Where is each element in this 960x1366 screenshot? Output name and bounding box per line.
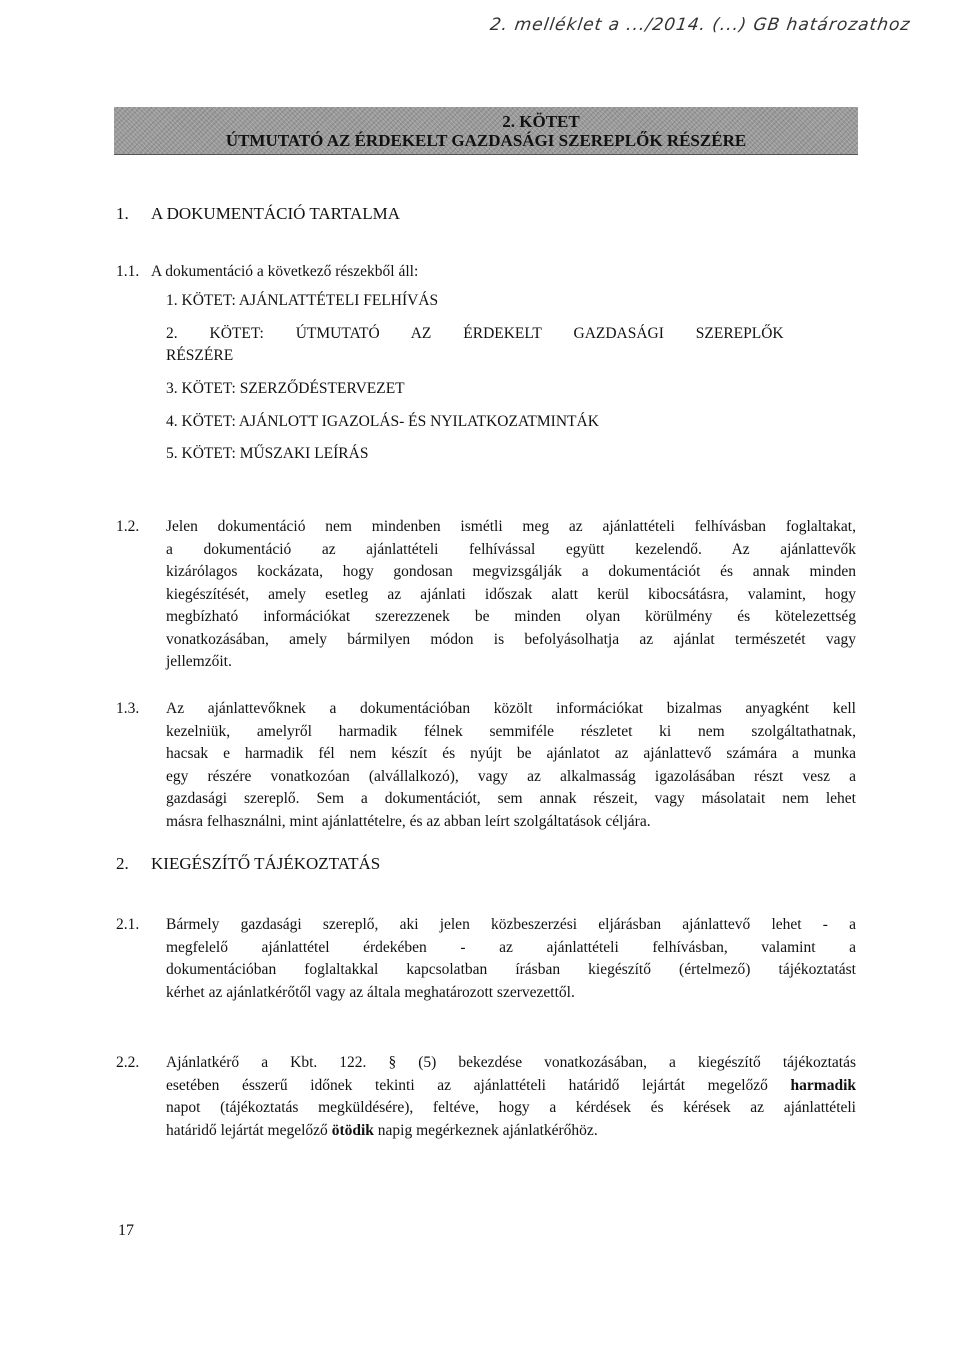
s2-1-paragraph — [166, 914, 856, 1004]
section-1-title: A DOKUMENTÁCIÓ TARTALMA — [151, 204, 401, 223]
s1-2-line: Jelen dokumentáció nem mindenben ismétli meg az ajánlattételi felhívásban foglaltakat, — [166, 518, 856, 535]
s1-3-line: hacsak e harmadik fél nem készít és nyújt be ajánlatot az ajánlattevő számára a munka — [166, 745, 856, 762]
s2-2-number: 2.2. — [116, 1054, 140, 1071]
s2-1-line: dokumentációban foglaltakkal kapcsolatban írásban kiegészítő (értelmező) tájékoztatást — [166, 961, 856, 978]
volume-banner — [114, 107, 858, 155]
banner-line-1: 2. KÖTET — [502, 112, 580, 131]
page-number: 17 — [118, 1222, 134, 1239]
banner-line-2: ÚTMUTATÓ AZ ÉRDEKELT GAZDASÁGI SZEREPLŐK RÉSZÉRE — [225, 131, 747, 150]
s2-2-line4-end: napig megérkeznek ajánlatkérőhöz. — [377, 1121, 598, 1139]
s1-3-line: Az ajánlattevőknek a dokumentációban közölt információkat bizalmas anyagként kell — [166, 700, 856, 717]
toc-item-4: 4. KÖTET: AJÁNLOTT IGAZOLÁS- ÉS NYILATKOZATMINTÁK — [166, 413, 599, 430]
s2-1-line: kérhet az ajánlatkérőtől vagy az általa meghatározott szervezettől. — [166, 983, 575, 1001]
s1-2-line: a dokumentáció az ajánlattételi felhívással együtt kezelendő. Az ajánlattevők — [166, 540, 856, 558]
s1-2-paragraph — [166, 516, 856, 674]
s1-3-line: kezelniük, amelyről harmadik félnek semmiféle részletet ki nem szolgáltathatnak, — [166, 722, 856, 740]
s1-2-line: vonatkozásában, amely bármilyen módon is befolyásolhatja az ajánlat természetét vagy — [166, 630, 856, 648]
handwritten-annotation: 2. melléklet a .../2014. (...) GB határozathoz — [488, 15, 912, 35]
emphasis-harmadik: harmadik — [790, 1076, 856, 1094]
s1-3-line: egy részére vonatkozóan (alvállalkozó), vagy az alkalmasság igazolásában részt vesz a — [166, 767, 856, 785]
s2-2-line — [166, 1075, 856, 1098]
s1-2-number: 1.2. — [116, 518, 140, 535]
s1-3-line: másra felhasználni, mint ajánlattételre, és az abban leírt szolgáltatások céljára. — [166, 812, 651, 830]
s1-1-text: A dokumentáció a következő részekből áll: — [151, 263, 419, 280]
section-2-number: 2. — [116, 854, 129, 873]
emphasis-otodik: ötödik — [331, 1121, 374, 1139]
section-2-title: KIEGÉSZÍTŐ TÁJÉKOZTATÁS — [151, 854, 381, 873]
s2-2-line4-text: határidő lejártát megelőző — [166, 1121, 328, 1139]
s1-3-number: 1.3. — [116, 700, 140, 717]
s2-1-line: Bármely gazdasági szereplő, aki jelen közbeszerzési eljárásban ajánlattevő lehet - a — [166, 916, 856, 933]
s1-2-line: kizárólagos kockázata, hogy gondosan megvizsgálják a dokumentációt és annak minden — [166, 563, 856, 580]
toc-item-3: 3. KÖTET: SZERZŐDÉSTERVEZET — [166, 380, 405, 397]
toc-item-1: 1. KÖTET: AJÁNLATTÉTELI FELHÍVÁS — [166, 292, 439, 309]
toc-item-5: 5. KÖTET: MŰSZAKI LEÍRÁS — [166, 445, 369, 462]
toc-item-2-cont: RÉSZÉRE — [166, 347, 234, 364]
s2-2-line: Ajánlatkérő a Kbt. 122. § (5) bekezdése vonatkozásában, a kiegészítő tájékoztatás — [166, 1054, 856, 1071]
section-1-number: 1. — [116, 204, 129, 223]
s1-3-paragraph — [166, 698, 856, 833]
s2-2-line2-text: esetében ésszerű időnek tekinti az ajánlattételi határidő lejártát megelőző — [166, 1076, 768, 1094]
s1-2-line: jellemzőit. — [166, 653, 232, 670]
s2-2-line: napot (tájékoztatás megküldésére), feltéve, hogy a kérdések és kérések az ajánlattételi — [166, 1099, 856, 1116]
s1-3-line: gazdasági szereplő. Sem a dokumentációt, sem annak részeit, vagy másolatait nem lehet — [166, 790, 856, 807]
s1-2-line: megbízható információkat szerezzenek be minden olyan körülmény és kötelezettség — [166, 608, 856, 625]
s2-2-paragraph — [166, 1052, 856, 1142]
toc-item-2: 2. KÖTET: ÚTMUTATÓ AZ ÉRDEKELT GAZDASÁGI SZEREPLŐK — [166, 325, 784, 342]
s2-1-number: 2.1. — [116, 916, 140, 933]
s1-2-line: kiegészítését, amely esetleg az ajánlati időszak alatt kerül kibocsátásra, valamint, hogy — [166, 585, 856, 603]
s2-1-line: megfelelő ajánlattétel érdekében - az ajánlattételi felhívásban, valamint a — [166, 938, 856, 956]
s2-2-line — [166, 1120, 856, 1143]
s1-1-number: 1.1. — [116, 263, 140, 280]
